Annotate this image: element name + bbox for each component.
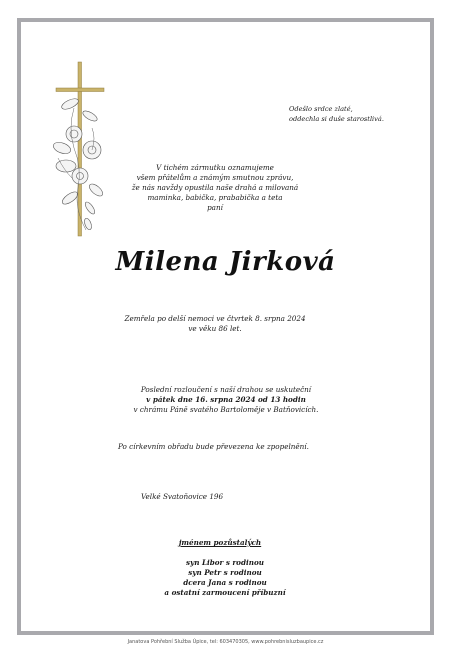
intro-line: všem přátelům a známým smutnou zprávu, [136,173,294,182]
mourner-item: dcera Jana s rodinou [183,578,267,587]
funeral-service-footer: Janatova Pohřební Služba Úpice, tel: 603470305, www.pohrebnisluzbaupice.cz [127,639,324,645]
mourner-item: a ostatní zarmoucení příbuzní [164,588,286,597]
quote-line: Odešlo srdce zlaté, [289,105,353,113]
mourners-list [140,558,310,598]
funeral-date: v pátek dne 16. srpna 2024 od 13 hodin [146,395,306,404]
death-line: ve věku 86 let. [188,324,242,333]
announcement-text [105,163,325,213]
intro-line: V tichém zármutku oznamujeme [156,163,274,172]
intro-line: paní [207,203,223,212]
opening-quote [289,104,409,124]
address: Velké Svatoňovice 196 [141,492,224,501]
quote-line: oddechla si duše starostlivá. [289,115,384,123]
intro-line: že nás navždy opustila naše drahá a milovaná [131,183,299,192]
mourner-item: syn Petr s rodinou [188,568,262,577]
mourner-item: syn Libor s rodinou [186,558,264,567]
death-line: Zemřela po delší nemoci ve čtvrtek 8. srpna 2024 [124,314,306,323]
cremation-note: Po církevním obřadu bude převezena ke zpopelnění. [118,442,309,451]
funeral-line: Poslední rozloučení s naší drahou se uskuteční [140,385,312,394]
intro-line: maminka, babička, prababička a teta [147,193,283,202]
funeral-location: v chrámu Páně svatého Bartoloměje v Batňovicích. [133,405,319,414]
mourners-heading: jménem pozůstalých [178,538,262,547]
deceased-name: Milena Jirková [115,247,336,277]
funeral-details [95,385,357,415]
death-notice [100,314,330,334]
